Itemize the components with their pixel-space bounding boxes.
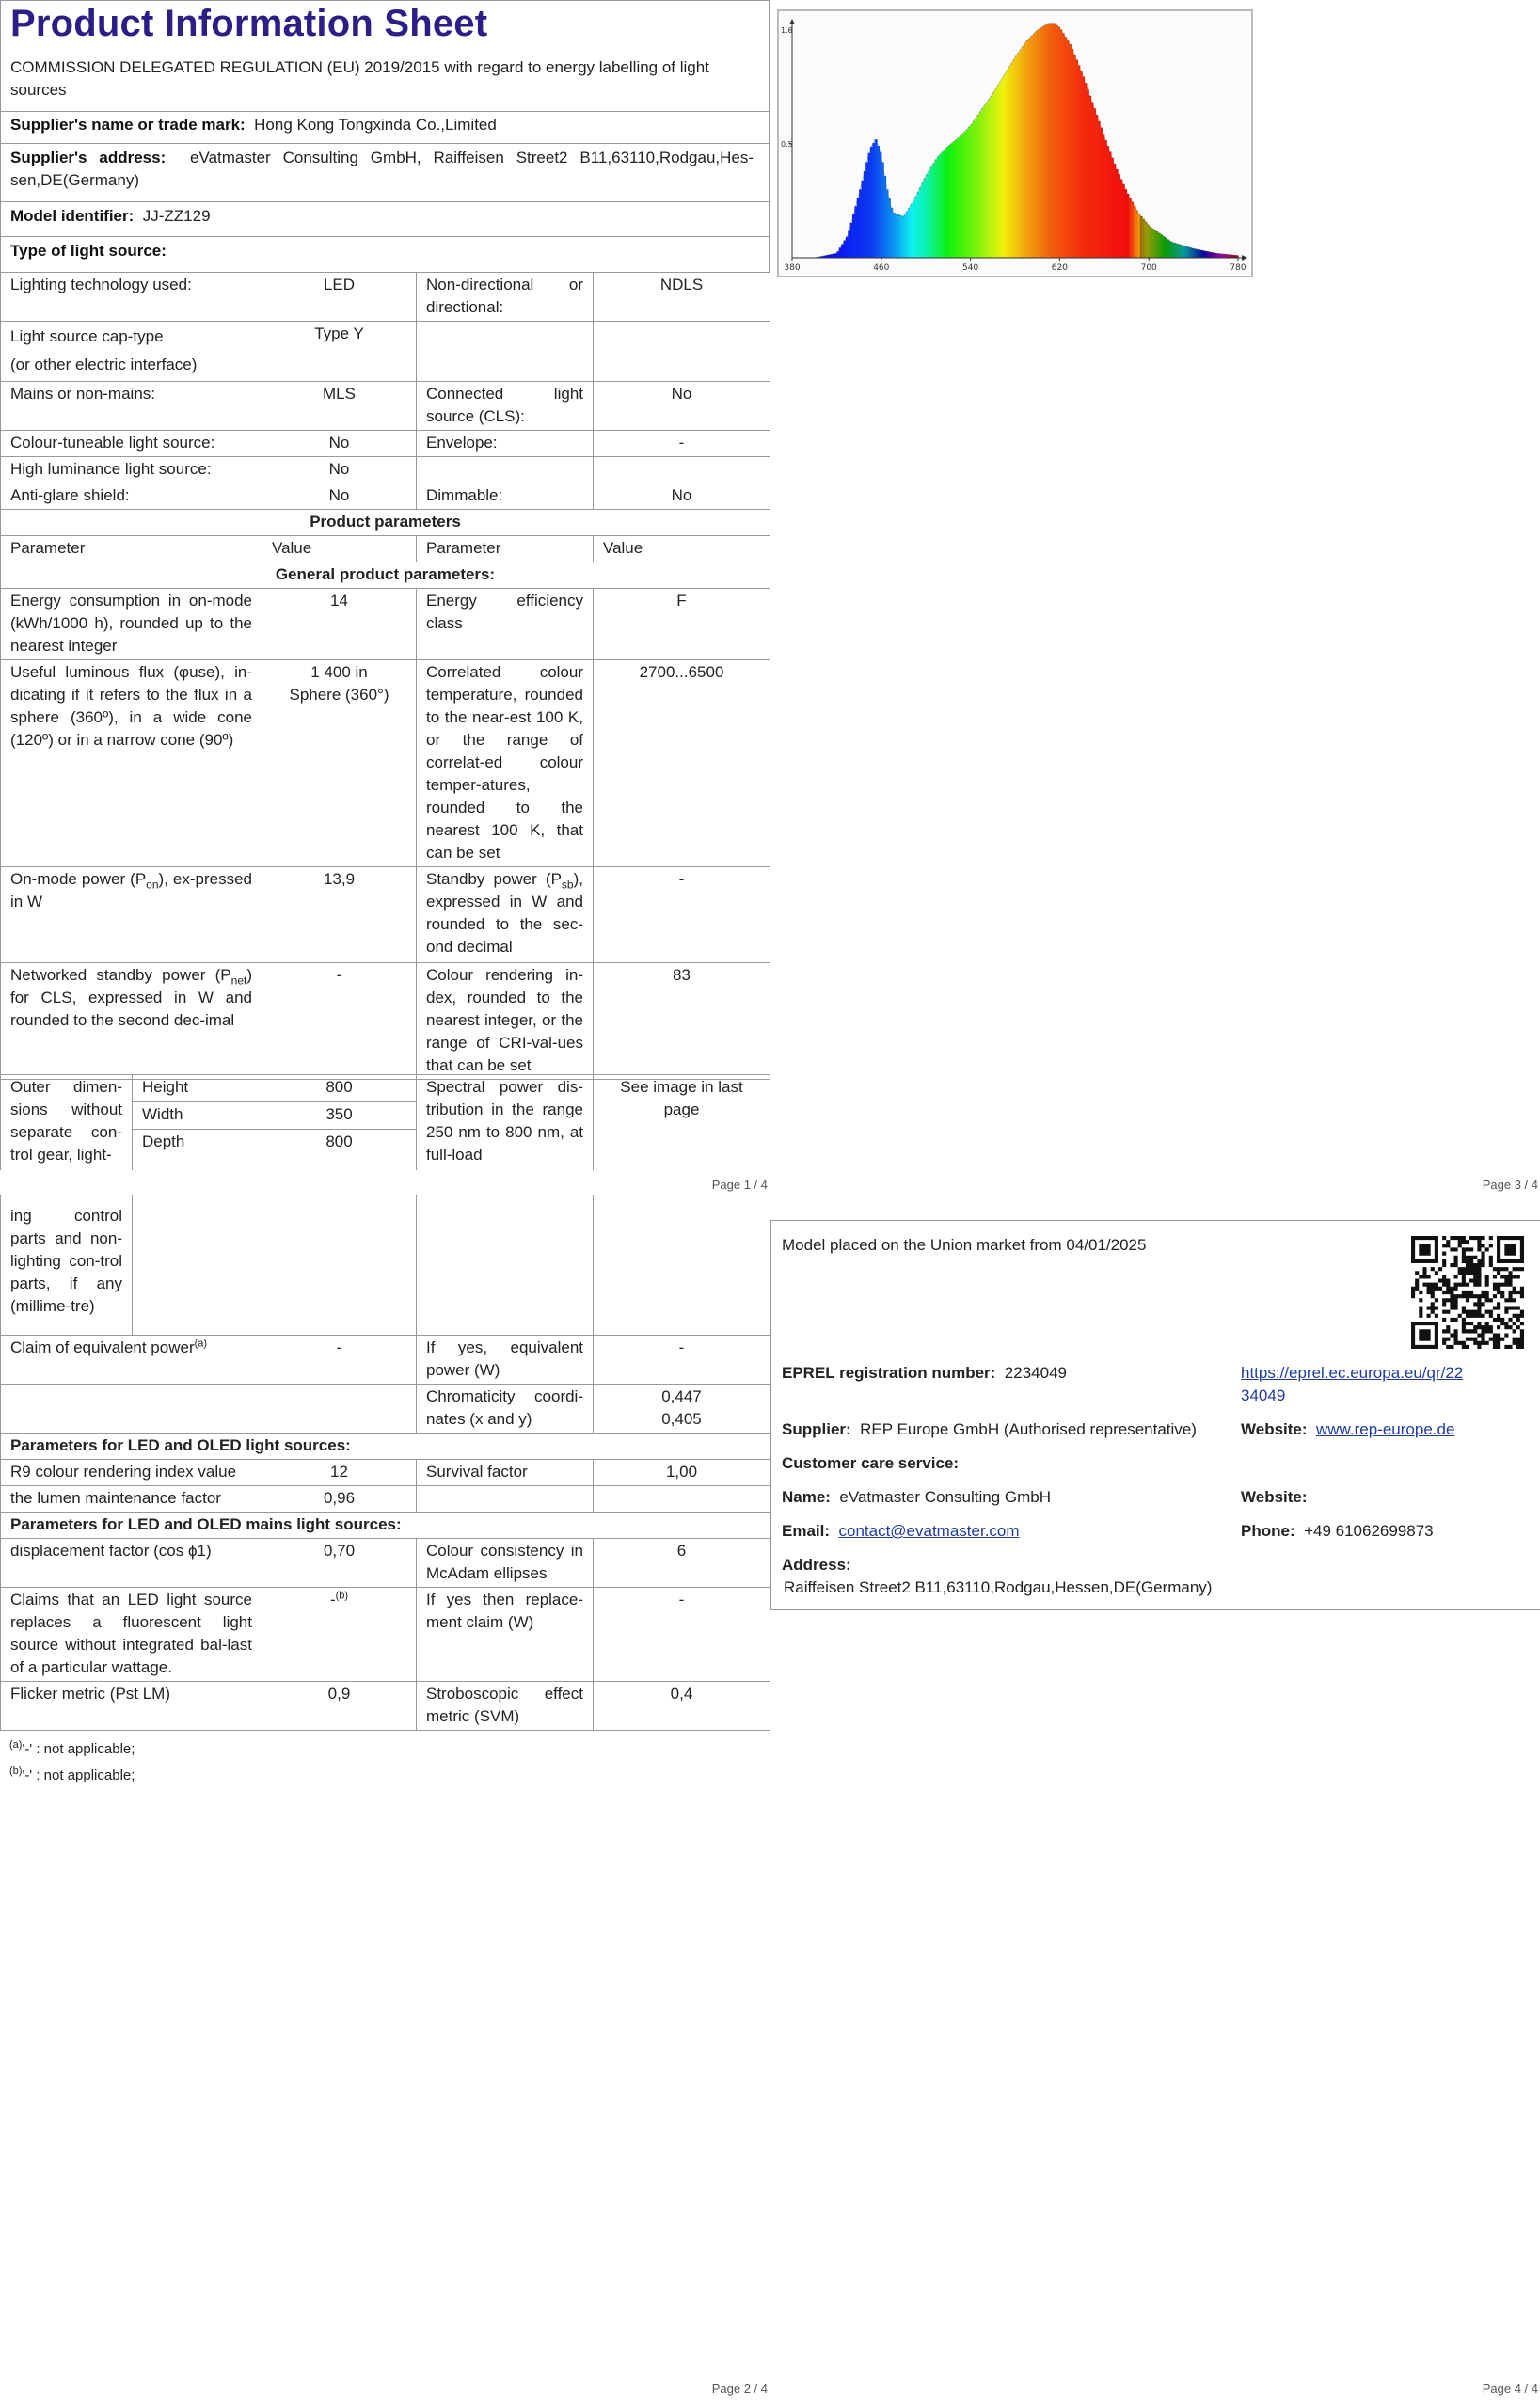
page-number: Page 3 / 4 <box>1482 1178 1538 1192</box>
height-label: Height <box>133 1075 262 1102</box>
page-title: Product Information Sheet <box>10 3 488 44</box>
macadam-value: 6 <box>594 1538 770 1587</box>
empty-cell <box>262 1384 417 1433</box>
lighting-tech-label: Lighting technology used: <box>1 273 262 322</box>
width-label: Width <box>133 1102 262 1130</box>
supplier-address-label: Supplier's address: <box>10 149 167 166</box>
dimmable-value: No <box>594 483 770 510</box>
cap-label <box>1 322 262 382</box>
page-number: Page 1 / 4 <box>711 1178 768 1192</box>
cri-label: Colour rendering in-dex, rounded to the nearest integer, or the range of CRI-val-ues that can be set <box>417 963 594 1080</box>
supplier-name-row <box>10 114 754 136</box>
macadam-label: Colour consistency in McAdam ellipses <box>417 1538 594 1587</box>
page-number: Page 2 / 4 <box>711 2382 768 2396</box>
eprel-number: 2234049 <box>1004 1364 1067 1382</box>
border <box>0 0 1 273</box>
led-parameters-heading: Parameters for LED and OLED light sources: <box>1 1433 770 1459</box>
spd-label: Spectral power dis-tribution in the range 250 nm to 800 nm, at full-load <box>417 1075 594 1171</box>
depth-label: Depth <box>133 1130 262 1171</box>
table-row <box>1 1587 770 1681</box>
website-label: Website: <box>1241 1420 1308 1438</box>
phone-label: Phone: <box>1241 1522 1295 1540</box>
website-link[interactable]: www.rep-europe.de <box>1316 1420 1455 1438</box>
general-parameters-heading: General product parameters: <box>1 562 770 589</box>
page-4 <box>770 1195 1540 2408</box>
footnote-marker: (b) <box>9 1766 23 1777</box>
x-tick-label: 700 <box>1140 263 1157 273</box>
empty-cell <box>262 1195 417 1335</box>
chromaticity-y: 0,405 <box>661 1409 702 1428</box>
eprel-row <box>782 1362 1067 1385</box>
mains-label: Mains or non-mains: <box>1 382 262 431</box>
networked-label-subscript: net <box>230 974 247 988</box>
cls-value: No <box>594 382 770 431</box>
table-row <box>1 1384 770 1433</box>
eprel-link-line-2[interactable]: 34049 <box>1241 1386 1286 1404</box>
onmode-label-text: ), ex-pressed in W <box>10 870 252 911</box>
empty-cell <box>133 1195 262 1335</box>
table-row <box>1 431 770 457</box>
address-heading <box>782 1554 851 1576</box>
lumen-maintenance-label: the lumen maintenance factor <box>1 1485 262 1512</box>
lighting-tech-value: LED <box>262 273 417 322</box>
footnote-text: '-' : not applicable; <box>22 1741 135 1757</box>
fluorescent-claim-value <box>262 1587 417 1681</box>
page-2 <box>0 1195 770 2408</box>
networked-label-text: ) for CLS, expressed in W and rounded to the second dec-imal <box>10 966 252 1029</box>
onmode-label-subscript: on <box>146 878 159 892</box>
empty-cell <box>417 1485 594 1512</box>
led-mains-parameters-heading: Parameters for LED and OLED mains light sources: <box>1 1512 770 1538</box>
supplier-value: REP Europe GmbH (Authorised representative) <box>860 1420 1197 1438</box>
empty-cell <box>594 457 770 483</box>
divider <box>0 143 769 144</box>
cct-value: 2700...6500 <box>594 660 770 867</box>
equivalent-claim-text: Claim of equivalent power <box>10 1338 195 1356</box>
displacement-factor-label: displacement factor (cos ϕ1) <box>1 1538 262 1587</box>
x-axis-arrow <box>1242 255 1247 261</box>
mains-value: MLS <box>262 382 417 431</box>
name-row <box>782 1486 1051 1509</box>
x-tick-label: 460 <box>873 263 890 273</box>
supplier-name: Hong Kong Tongxinda Co.,Limited <box>254 116 497 134</box>
cap-label-line-2: (or other electric interface) <box>10 356 198 373</box>
phone-row <box>1241 1520 1434 1543</box>
efficiency-class-label: Energy efficiency class <box>417 589 594 660</box>
energy-value: 14 <box>262 589 417 660</box>
model-label: Model identifier: <box>10 207 135 225</box>
email-row <box>782 1520 1020 1543</box>
colour-tune-value: No <box>262 431 417 457</box>
table-row <box>1 562 770 589</box>
y-tick-label: 1.0 <box>781 26 793 35</box>
directional-value: NDLS <box>594 273 770 322</box>
table-row <box>1 1512 770 1538</box>
column-header: Value <box>262 536 417 562</box>
table-row <box>1 963 770 1080</box>
spectral-distribution-chart <box>777 9 1253 277</box>
page-3 <box>770 0 1540 1195</box>
stroboscopic-value: 0,4 <box>594 1681 770 1730</box>
table-row <box>1 1538 770 1587</box>
table-row <box>1 1195 770 1335</box>
parameters-table <box>0 272 770 1080</box>
address-value: Raiffeisen Street2 B11,63110,Rodgau,Hessen,DE(Germany) <box>784 1578 1213 1596</box>
efficiency-class-value: F <box>594 589 770 660</box>
cap-label-line-1: Light source cap-type <box>10 327 164 345</box>
displacement-factor-value: 0,70 <box>262 1538 417 1587</box>
x-tick-label: 540 <box>962 263 979 273</box>
supplier-label: Supplier: <box>782 1420 851 1438</box>
cap-value: Type Y <box>262 322 417 382</box>
dimensions-table <box>0 1074 770 1170</box>
table-row <box>1 1459 770 1485</box>
website-2-label: Website: <box>1241 1488 1308 1506</box>
cls-label: Connected light source (CLS): <box>417 382 594 431</box>
name-value: eVatmaster Consulting GmbH <box>839 1488 1051 1506</box>
eprel-label: EPREL registration number: <box>782 1364 996 1382</box>
directional-label: Non-directional or directional: <box>417 273 594 322</box>
table-row <box>1 322 770 382</box>
empty-cell <box>594 322 770 382</box>
standby-label-text: ), expressed in W and rounded to the sec-ond decimal <box>426 870 583 956</box>
survival-factor-label: Survival factor <box>417 1459 594 1485</box>
qr-code-icon[interactable] <box>1411 1236 1524 1349</box>
dimmable-label: Dimmable: <box>417 483 594 510</box>
supplier-name-label: Supplier's name or trade mark: <box>10 116 246 134</box>
table-row <box>1 1075 770 1102</box>
page-number: Page 4 / 4 <box>1482 2382 1538 2396</box>
address-label: Address: <box>782 1556 851 1574</box>
model-identifier: JJ-ZZ129 <box>142 207 211 225</box>
product-parameters-heading: Product parameters <box>1 510 770 536</box>
registration-card <box>770 1220 1540 1610</box>
footnote-marker: (a) <box>194 1337 208 1349</box>
envelope-label: Envelope: <box>417 431 594 457</box>
table-row <box>1 510 770 536</box>
table-row <box>1 589 770 660</box>
empty-cell <box>417 457 594 483</box>
replacement-claim-label: If yes then replace-ment claim (W) <box>417 1587 594 1681</box>
fluorescent-claim-text: - <box>329 1590 336 1608</box>
regulation-subtitle: COMMISSION DELEGATED REGULATION (EU) 2019/2015 with regard to energy labelling of light sources <box>10 58 709 99</box>
fluorescent-claim-label: Claims that an LED light source replaces a fluorescent light source without integrated bal-last of a particular wattage. <box>1 1587 262 1681</box>
footnote-marker: (b) <box>335 1589 349 1601</box>
empty-cell <box>594 1485 770 1512</box>
r9-value: 12 <box>262 1459 417 1485</box>
y-axis-arrow <box>789 19 795 24</box>
table-row <box>1 382 770 431</box>
page-1 <box>0 0 770 1195</box>
divider <box>0 201 769 202</box>
market-date: Model placed on the Union market from 04/01/2025 <box>782 1236 1147 1254</box>
equivalent-power-claim-value: - <box>262 1335 417 1384</box>
supplier-address: eVatmaster Consulting GmbH, Raiffeisen Street2 B11,63110,Rodgau,Hes-sen,DE(Germany) <box>10 149 754 189</box>
table-row <box>1 1681 770 1730</box>
supplier-address-row <box>10 147 754 192</box>
table-row <box>1 867 770 963</box>
footnote-marker: (a) <box>9 1739 23 1751</box>
footnote-text: '-' : not applicable; <box>22 1767 135 1783</box>
equivalent-power-value: - <box>594 1335 770 1384</box>
height-value: 800 <box>262 1075 417 1102</box>
equivalent-power-label: If yes, equivalent power (W) <box>417 1335 594 1384</box>
networked-label-text: Networked standby power (P <box>10 966 231 984</box>
website-2-row <box>1241 1486 1308 1509</box>
envelope-value: - <box>594 431 770 457</box>
flux-value <box>262 660 417 867</box>
x-tick-label: 380 <box>784 263 801 273</box>
networked-power-label <box>1 963 262 1080</box>
onmode-label-text: On-mode power (P <box>10 870 147 888</box>
divider <box>0 236 769 237</box>
type-label: Type of light source: <box>10 242 167 260</box>
flux-value-line-2: Sphere (360°) <box>289 686 389 704</box>
anti-glare-value: No <box>262 483 417 510</box>
website-row <box>1241 1418 1454 1441</box>
y-tick-label: 0.5 <box>781 140 793 149</box>
empty-cell <box>1 1384 262 1433</box>
email-label: Email: <box>782 1522 831 1540</box>
high-lum-label: High luminance light source: <box>1 457 262 483</box>
table-row <box>1 273 770 322</box>
table-row <box>1 1335 770 1384</box>
column-header: Value <box>594 536 770 562</box>
cri-value: 83 <box>594 963 770 1080</box>
footnote-a <box>9 1740 135 1759</box>
eprel-link-line-1[interactable]: https://eprel.ec.europa.eu/qr/22 <box>1241 1364 1464 1382</box>
spectrum-svg <box>779 11 1251 276</box>
standby-label-subscript: sb <box>561 878 574 892</box>
standby-power-value: - <box>594 867 770 963</box>
flux-value-line-1: 1 400 in <box>310 663 368 681</box>
x-tick-label: 620 <box>1051 263 1068 273</box>
standby-label-text: Standby power (P <box>426 870 562 888</box>
table-row <box>1 1485 770 1512</box>
table-row <box>1 660 770 867</box>
supplier-row <box>782 1418 1197 1441</box>
table-row <box>1 536 770 562</box>
outer-dimensions-label: Outer dimen-sions without separate con-trol gear, light- <box>1 1075 133 1171</box>
depth-value: 800 <box>262 1130 417 1171</box>
eprel-link[interactable] <box>1241 1362 1523 1407</box>
table-row <box>1 457 770 483</box>
x-tick-label: 780 <box>1230 263 1246 273</box>
flicker-label: Flicker metric (Pst LM) <box>1 1681 262 1730</box>
name-label: Name: <box>782 1488 831 1506</box>
width-value: 350 <box>262 1102 417 1130</box>
cct-label: Correlated colour temperature, rounded to the near-est 100 K, or the range of correlat-ed colour temper-atures, rounded to the nearest 100 K, that can be set <box>417 660 594 867</box>
table-row <box>1 483 770 510</box>
onmode-power-label <box>1 867 262 963</box>
stroboscopic-label: Stroboscopic effect metric (SVM) <box>417 1681 594 1730</box>
customer-care-label: Customer care service: <box>782 1454 960 1472</box>
empty-cell <box>417 322 594 382</box>
chromaticity-x: 0,447 <box>661 1386 702 1405</box>
type-row <box>10 240 754 262</box>
phone-value: +49 61062699873 <box>1304 1522 1434 1540</box>
footnote-b <box>9 1766 135 1785</box>
high-lum-value: No <box>262 457 417 483</box>
parameters-table-continued <box>0 1195 770 1731</box>
colour-tune-label: Colour-tuneable light source: <box>1 431 262 457</box>
onmode-power-value: 13,9 <box>262 867 417 963</box>
energy-label: Energy consumption in on-mode (kWh/1000 h), rounded up to the nearest integer <box>1 589 262 660</box>
networked-power-value: - <box>262 963 417 1080</box>
column-header: Parameter <box>1 536 262 562</box>
survival-factor-value: 1,00 <box>594 1459 770 1485</box>
outer-dimensions-label-continued: ing control parts and non-lighting con-trol parts, if any (millime-tre) <box>1 1195 133 1335</box>
qr-code-modules <box>1411 1236 1524 1349</box>
column-header: Parameter <box>417 536 594 562</box>
model-row <box>10 205 754 228</box>
anti-glare-label: Anti-glare shield: <box>1 483 262 510</box>
standby-power-label <box>417 867 594 963</box>
flux-label: Useful luminous flux (φuse), in-dicating if it refers to the flux in a sphere (360º), in a wide cone (120º) or in a narrow cone (90º) <box>1 660 262 867</box>
lumen-maintenance-value: 0,96 <box>262 1485 417 1512</box>
chromaticity-label: Chromaticity coordi-nates (x and y) <box>417 1384 594 1433</box>
r9-label: R9 colour rendering index value <box>1 1459 262 1485</box>
replacement-claim-value: - <box>594 1587 770 1681</box>
divider <box>0 111 769 112</box>
empty-cell <box>417 1195 594 1335</box>
flicker-value: 0,9 <box>262 1681 417 1730</box>
equivalent-power-claim-label <box>1 1335 262 1384</box>
table-row <box>1 1433 770 1459</box>
spd-value: See image in last page <box>594 1075 770 1171</box>
empty-cell <box>594 1195 770 1335</box>
customer-care-heading <box>782 1452 959 1475</box>
divider <box>0 0 769 1</box>
chromaticity-value <box>594 1384 770 1433</box>
email-link[interactable]: contact@evatmaster.com <box>838 1522 1020 1540</box>
